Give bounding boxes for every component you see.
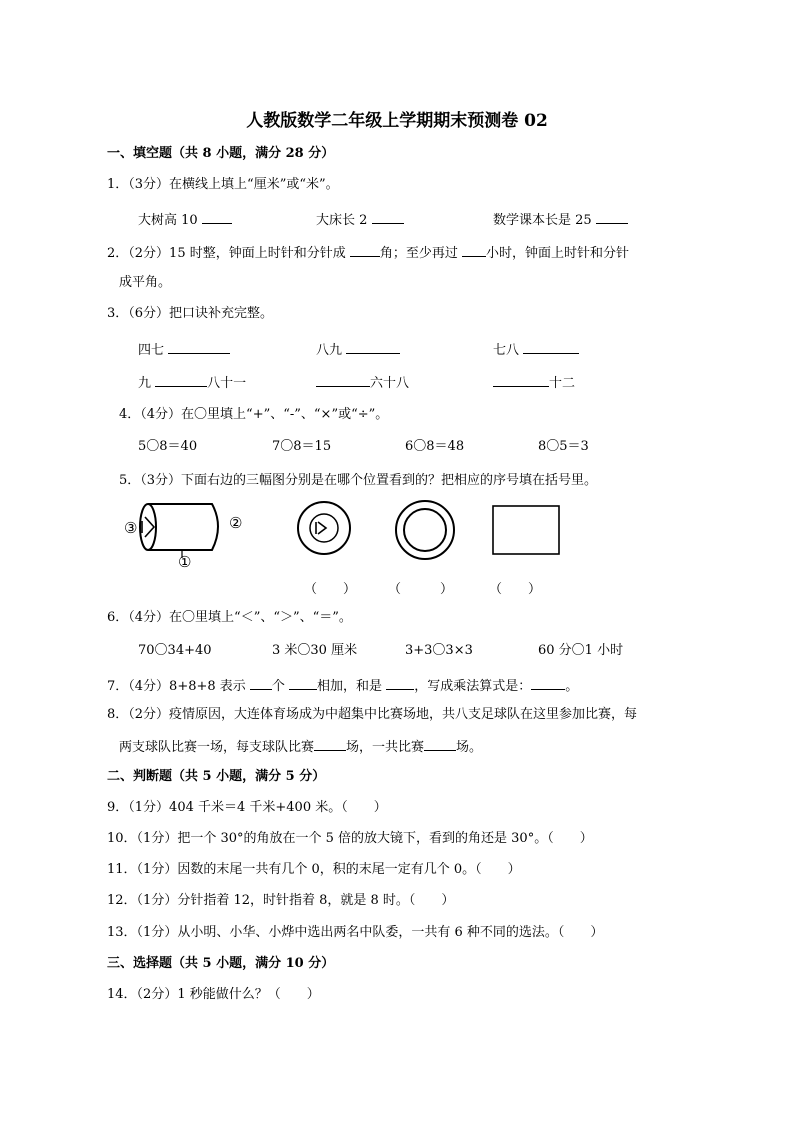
q6-item-3: 3+3〇3×3 bbox=[405, 643, 473, 658]
answer-blank[interactable] bbox=[314, 737, 346, 751]
answer-blank[interactable] bbox=[350, 243, 380, 257]
question-13: 13．（1分）从小明、小华、小烨中选出两名中队委，一共有 6 种不同的选法。（ ） bbox=[107, 925, 604, 940]
q4-item-4: 8〇5＝3 bbox=[538, 439, 589, 454]
q6-item-1: 70〇34+40 bbox=[138, 643, 212, 658]
question-9: 9．（1分）404 千米＝4 千米+400 米。（ ） bbox=[107, 800, 387, 815]
q3-row2-item-3: 十二 bbox=[493, 373, 575, 393]
q3-row1-item-2: 八九 bbox=[316, 340, 400, 360]
section-heading-fill-blank: 一、填空题（共 8 小题，满分 28 分） bbox=[107, 146, 335, 161]
question-1-stem: 1．（3分）在横线上填上“厘米”或“米”。 bbox=[107, 177, 339, 192]
answer-bracket-3[interactable]: （ ） bbox=[489, 582, 542, 597]
question-8-line-1: 8．（2分）疫情原因，大连体育场成为中超集中比赛场地，共八支足球队在这里参加比赛，每 bbox=[107, 707, 638, 722]
q4-item-1: 5〇8＝40 bbox=[138, 439, 198, 454]
answer-bracket-1[interactable]: （ ） bbox=[304, 582, 357, 597]
answer-blank[interactable] bbox=[202, 210, 232, 224]
question-5-stem: 5．（3分）下面右边的三幅图分别是在哪个位置看到的？把相应的序号填在括号里。 bbox=[119, 473, 598, 488]
view-label-3: ③ bbox=[124, 519, 138, 537]
q6-item-2: 3 米〇30 厘米 bbox=[272, 643, 358, 658]
answer-blank[interactable] bbox=[250, 676, 272, 690]
view-figure-1 bbox=[296, 500, 352, 556]
view-label-1: ① bbox=[178, 553, 192, 571]
question-4-stem: 4．（4分）在〇里填上“+”、“-”、“×”或“÷”。 bbox=[119, 407, 389, 422]
answer-blank[interactable] bbox=[493, 373, 549, 387]
view-figure-3 bbox=[492, 505, 562, 557]
answer-blank[interactable] bbox=[523, 340, 579, 354]
answer-blank[interactable] bbox=[168, 340, 230, 354]
answer-blank[interactable] bbox=[289, 676, 317, 690]
answer-blank[interactable] bbox=[596, 210, 628, 224]
question-10: 10．（1分）把一个 30°的角放在一个 5 倍的放大镜下，看到的角还是 30°。（ ） bbox=[107, 831, 593, 846]
answer-bracket-2[interactable]: （ ） bbox=[388, 582, 454, 597]
q1-item-3: 数学课本长是 25 bbox=[493, 210, 628, 230]
view-figure-2 bbox=[394, 500, 456, 560]
question-11: 11．（1分）因数的末尾一共有几个 0，积的末尾一定有几个 0。（ ） bbox=[107, 862, 521, 877]
question-3-stem: 3．（6分）把口诀补充完整。 bbox=[107, 306, 274, 321]
question-8-line-2: 两支球队比赛一场，每支球队比赛 场，一共比赛 场。 bbox=[119, 737, 482, 757]
q6-item-4: 60 分〇1 小时 bbox=[538, 643, 624, 658]
q4-item-3: 6〇8＝48 bbox=[405, 439, 465, 454]
page-title: 人教版数学二年级上学期期末预测卷 02 bbox=[246, 111, 548, 131]
answer-blank[interactable] bbox=[531, 676, 565, 690]
q3-row1-item-3: 七八 bbox=[493, 340, 579, 360]
view-label-2: ② bbox=[229, 514, 243, 532]
q1-item-1: 大树高 10 bbox=[138, 210, 232, 230]
q4-item-2: 7〇8＝15 bbox=[272, 439, 332, 454]
answer-blank[interactable] bbox=[155, 373, 207, 387]
answer-blank[interactable] bbox=[372, 210, 404, 224]
q3-row1-item-1: 四七 bbox=[138, 340, 230, 360]
section-heading-multiple-choice: 三、选择题（共 5 小题，满分 10 分） bbox=[107, 956, 335, 971]
question-12: 12．（1分）分针指着 12，时针指着 8，就是 8 时。（ ） bbox=[107, 893, 455, 908]
question-14: 14．（2分）1 秒能做什么？（ ） bbox=[107, 987, 320, 1002]
answer-blank[interactable] bbox=[462, 243, 486, 257]
question-7: 7．（4分）8+8+8 表示 个 相加，和是 ，写成乘法算式是： 。 bbox=[107, 676, 578, 696]
question-2-line-2: 成平角。 bbox=[119, 275, 172, 290]
q1-item-2: 大床长 2 bbox=[316, 210, 404, 230]
q3-row2-item-2: 六十八 bbox=[316, 373, 409, 393]
answer-blank[interactable] bbox=[424, 737, 456, 751]
question-2-line-1: 2．（2分）15 时整，钟面上时针和分针成 角；至少再过 小时，钟面上时针和分针 bbox=[107, 243, 629, 263]
answer-blank[interactable] bbox=[316, 373, 370, 387]
section-heading-true-false: 二、判断题（共 5 小题，满分 5 分） bbox=[107, 769, 326, 784]
question-6-stem: 6．（4分）在〇里填上“＜”、“＞”、“＝”。 bbox=[107, 610, 352, 625]
answer-blank[interactable] bbox=[386, 676, 414, 690]
answer-blank[interactable] bbox=[346, 340, 400, 354]
q3-row2-item-1: 九 八十一 bbox=[138, 373, 246, 393]
